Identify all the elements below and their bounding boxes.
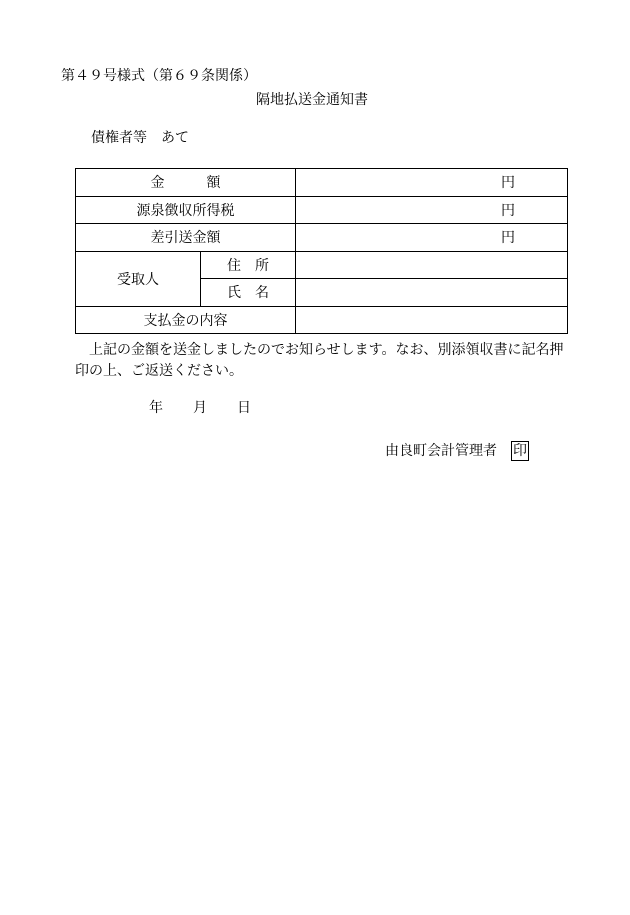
seal-mark: 印 — [513, 443, 527, 459]
form-number-label: 第４９号様式（第６９条関係） — [61, 68, 257, 84]
date-day: 日 — [237, 400, 251, 416]
remittance-table — [75, 168, 568, 334]
address-value[interactable] — [296, 251, 568, 279]
net-amount-label: 差引送金額 — [76, 224, 296, 252]
addressee-suffix: あて — [161, 130, 189, 146]
amount-row — [76, 169, 568, 197]
payment-content-row — [76, 306, 568, 334]
document-title: 隔地払送金通知書 — [256, 92, 368, 108]
recipient-label: 受取人 — [76, 251, 201, 306]
payment-content-value[interactable] — [296, 306, 568, 334]
withholding-tax-value[interactable] — [296, 196, 568, 224]
signer — [385, 441, 529, 461]
net-amount-row — [76, 224, 568, 252]
addressee-name: 債権者等 — [91, 130, 147, 146]
withholding-tax-label: 源泉徴収所得税 — [76, 196, 296, 224]
addressee — [91, 131, 189, 145]
withholding-tax-row — [76, 196, 568, 224]
notice-text: 上記の金額を送金しましたのでお知らせします。なお、別添領収書に記名押印の上、ご返送ください。 — [75, 342, 564, 379]
address-label: 住 所 — [201, 251, 296, 279]
name-value[interactable] — [296, 279, 568, 307]
amount-unit: 円 — [501, 175, 515, 192]
net-amount-unit: 円 — [501, 230, 515, 247]
payment-content-label: 支払金の内容 — [76, 306, 296, 334]
amount-value[interactable] — [296, 169, 568, 197]
date-month: 月 — [193, 400, 207, 416]
recipient-address-row — [76, 251, 568, 279]
withholding-tax-unit: 円 — [501, 202, 515, 219]
date-year: 年 — [149, 400, 163, 416]
date-line — [149, 401, 251, 415]
name-label: 氏 名 — [201, 279, 296, 307]
net-amount-value[interactable] — [296, 224, 568, 252]
signer-title: 由良町会計管理者 — [385, 443, 497, 459]
amount-label: 金 額 — [76, 169, 296, 197]
